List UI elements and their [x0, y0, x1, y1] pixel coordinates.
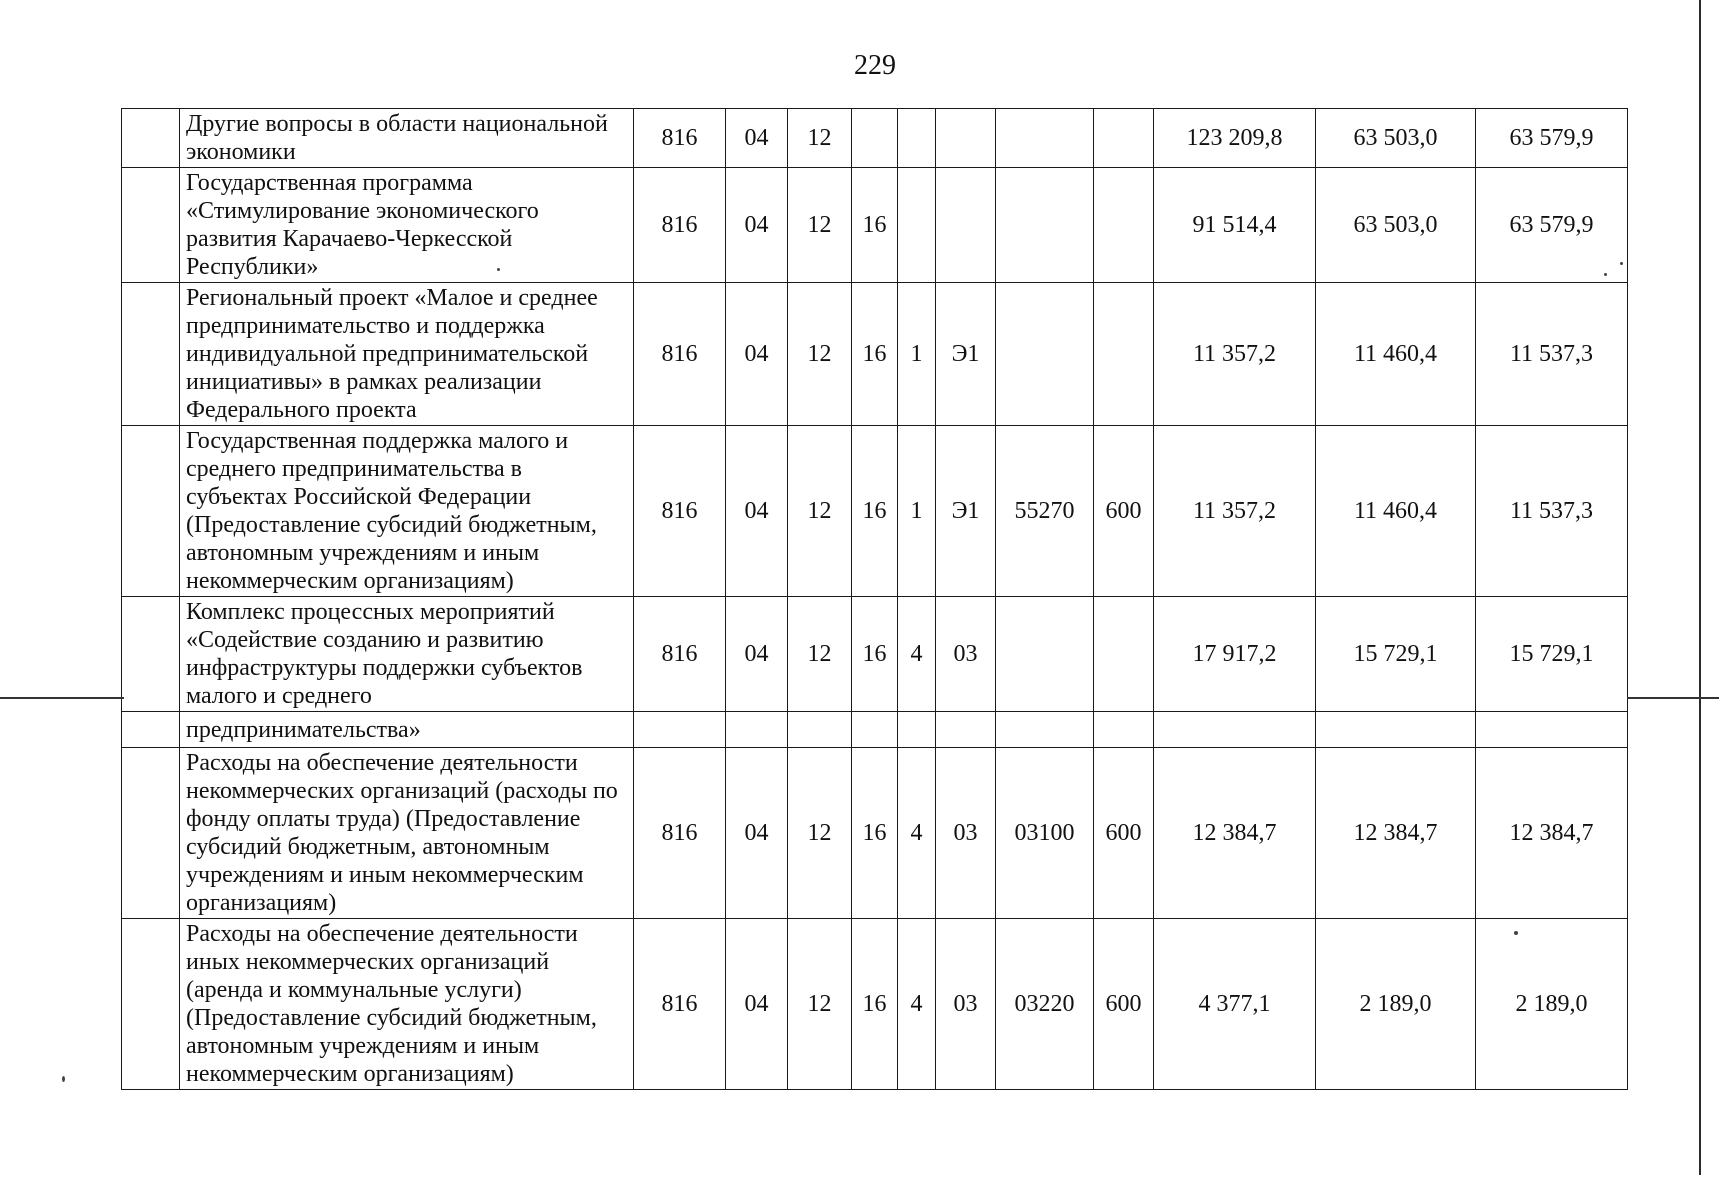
subsection-cell: 12: [788, 748, 852, 919]
scan-speck: [1620, 262, 1623, 265]
subsection-cell: 12: [788, 426, 852, 597]
structure-element-cell: 03: [936, 748, 996, 919]
budget-table: [121, 108, 1628, 1090]
row-name: предпринимательства»: [180, 712, 634, 748]
amount-year-2: 12 384,7: [1316, 748, 1476, 919]
expense-type-cell: [1094, 109, 1154, 168]
amount-year-1: 12 384,7: [1154, 748, 1316, 919]
table-row: [122, 283, 1628, 426]
expense-type-cell: [1094, 712, 1154, 748]
scan-speck: [1604, 273, 1607, 276]
amount-year-1: 11 357,2: [1154, 426, 1316, 597]
structure-type-cell: 4: [898, 597, 936, 712]
amount-year-3: 12 384,7: [1476, 748, 1628, 919]
row-number-cell: [122, 283, 180, 426]
structure-element-cell: Э1: [936, 283, 996, 426]
expense-type-cell: 600: [1094, 919, 1154, 1090]
table-row: [122, 712, 1628, 748]
amount-year-3: 11 537,3: [1476, 426, 1628, 597]
program-cell: 16: [852, 748, 898, 919]
amount-year-2: 63 503,0: [1316, 168, 1476, 283]
subsection-cell: 12: [788, 919, 852, 1090]
amount-year-1: [1154, 712, 1316, 748]
section-cell: 04: [726, 109, 788, 168]
row-name: Другие вопросы в области национальной экономики: [180, 109, 634, 168]
direction-cell: [996, 283, 1094, 426]
section-cell: 04: [726, 919, 788, 1090]
amount-year-3: [1476, 712, 1628, 748]
row-number-cell: [122, 109, 180, 168]
amount-year-3: 2 189,0: [1476, 919, 1628, 1090]
row-number-cell: [122, 168, 180, 283]
fold-line-left: [0, 697, 124, 699]
expense-type-cell: [1094, 283, 1154, 426]
row-number-cell: [122, 712, 180, 748]
subsection-cell: [788, 712, 852, 748]
structure-element-cell: [936, 712, 996, 748]
direction-cell: [996, 597, 1094, 712]
amount-year-2: 11 460,4: [1316, 426, 1476, 597]
section-cell: 04: [726, 597, 788, 712]
section-cell: 04: [726, 168, 788, 283]
direction-cell: 03220: [996, 919, 1094, 1090]
expense-type-cell: [1094, 168, 1154, 283]
amount-year-2: 63 503,0: [1316, 109, 1476, 168]
scan-speck: [497, 268, 500, 271]
fold-line-right: [1627, 697, 1719, 699]
direction-cell: 03100: [996, 748, 1094, 919]
expense-type-cell: 600: [1094, 748, 1154, 919]
direction-cell: 55270: [996, 426, 1094, 597]
structure-type-cell: [898, 168, 936, 283]
table-row: [122, 109, 1628, 168]
structure-element-cell: Э1: [936, 426, 996, 597]
table-row: [122, 597, 1628, 712]
direction-cell: [996, 712, 1094, 748]
amount-year-3: 63 579,9: [1476, 109, 1628, 168]
grbs-cell: 816: [634, 109, 726, 168]
row-number-cell: [122, 426, 180, 597]
row-name: Государственная программа «Стимулирование экономического развития Карачаево-Черкесской Республики»: [180, 168, 634, 283]
amount-year-1: 4 377,1: [1154, 919, 1316, 1090]
section-cell: [726, 712, 788, 748]
structure-type-cell: 4: [898, 748, 936, 919]
row-name: Региональный проект «Малое и среднее предпринимательство и поддержка индивидуальной предпринимательской инициативы» в рамках реализации Федерального проекта: [180, 283, 634, 426]
amount-year-2: 2 189,0: [1316, 919, 1476, 1090]
row-name: Комплекс процессных мероприятий «Содействие созданию и развитию инфраструктуры поддержки субъектов малого и среднего: [180, 597, 634, 712]
scan-speck: [62, 1076, 65, 1082]
row-number-cell: [122, 597, 180, 712]
grbs-cell: 816: [634, 426, 726, 597]
subsection-cell: 12: [788, 283, 852, 426]
grbs-cell: [634, 712, 726, 748]
amount-year-1: 91 514,4: [1154, 168, 1316, 283]
scan-speck: [1514, 931, 1518, 935]
direction-cell: [996, 109, 1094, 168]
table-row: [122, 426, 1628, 597]
subsection-cell: 12: [788, 109, 852, 168]
program-cell: [852, 109, 898, 168]
section-cell: 04: [726, 426, 788, 597]
section-cell: 04: [726, 748, 788, 919]
scan-edge-line: [1699, 0, 1701, 1175]
program-cell: 16: [852, 168, 898, 283]
direction-cell: [996, 168, 1094, 283]
program-cell: 16: [852, 283, 898, 426]
structure-element-cell: 03: [936, 919, 996, 1090]
grbs-cell: 816: [634, 168, 726, 283]
row-number-cell: [122, 748, 180, 919]
grbs-cell: 816: [634, 283, 726, 426]
amount-year-2: 11 460,4: [1316, 283, 1476, 426]
table-row: [122, 748, 1628, 919]
subsection-cell: 12: [788, 597, 852, 712]
grbs-cell: 816: [634, 748, 726, 919]
program-cell: [852, 712, 898, 748]
row-name: Расходы на обеспечение деятельности некоммерческих организаций (расходы по фонду оплаты труда) (Предоставление субсидий бюджетным, автономным учреждениям и иным некоммерческим организациям): [180, 748, 634, 919]
program-cell: 16: [852, 597, 898, 712]
structure-type-cell: 4: [898, 919, 936, 1090]
amount-year-1: 17 917,2: [1154, 597, 1316, 712]
expense-type-cell: 600: [1094, 426, 1154, 597]
grbs-cell: 816: [634, 597, 726, 712]
structure-type-cell: 1: [898, 283, 936, 426]
row-name: Расходы на обеспечение деятельности иных некоммерческих организаций (аренда и коммунальные услуги) (Предоставление субсидий бюджетным, автономным учреждениям и иным некоммерческим организациям): [180, 919, 634, 1090]
amount-year-3: 11 537,3: [1476, 283, 1628, 426]
program-cell: 16: [852, 426, 898, 597]
program-cell: 16: [852, 919, 898, 1090]
structure-type-cell: [898, 109, 936, 168]
amount-year-1: 11 357,2: [1154, 283, 1316, 426]
structure-element-cell: 03: [936, 597, 996, 712]
amount-year-2: [1316, 712, 1476, 748]
row-number-cell: [122, 919, 180, 1090]
structure-type-cell: [898, 712, 936, 748]
amount-year-3: 15 729,1: [1476, 597, 1628, 712]
structure-element-cell: [936, 109, 996, 168]
amount-year-3: 63 579,9: [1476, 168, 1628, 283]
subsection-cell: 12: [788, 168, 852, 283]
amount-year-2: 15 729,1: [1316, 597, 1476, 712]
row-name: Государственная поддержка малого и среднего предпринимательства в субъектах Российской Федерации (Предоставление субсидий бюджетным, автономным учреждениям и иным некоммерческим организациям): [180, 426, 634, 597]
structure-element-cell: [936, 168, 996, 283]
section-cell: 04: [726, 283, 788, 426]
page-number: 229: [854, 50, 896, 81]
table-row: [122, 168, 1628, 283]
table-row: [122, 919, 1628, 1090]
expense-type-cell: [1094, 597, 1154, 712]
grbs-cell: 816: [634, 919, 726, 1090]
amount-year-1: 123 209,8: [1154, 109, 1316, 168]
structure-type-cell: 1: [898, 426, 936, 597]
